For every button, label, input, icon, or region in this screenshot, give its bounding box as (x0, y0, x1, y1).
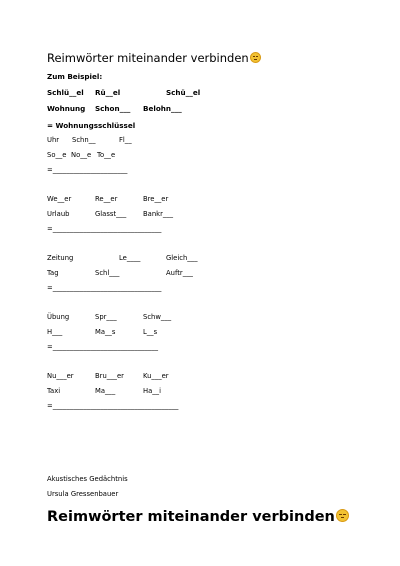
exercise-word: We__er (47, 195, 72, 203)
exercise-word: Ma___ (95, 387, 116, 395)
exercise-word: Glasst___ (95, 210, 127, 218)
example-word: Belohn___ (143, 104, 182, 113)
exercise-word: Taxi (47, 387, 61, 395)
example-word: Rü__el (95, 88, 121, 97)
exercise-word: Le____ (119, 254, 141, 262)
exercise-word: Ha__i (143, 387, 161, 395)
relieved-face-icon (336, 509, 349, 522)
exercise-word: Schn__ (72, 136, 96, 144)
exercise-word: Schl___ (95, 269, 120, 277)
exercise-word: Ma__s (95, 328, 116, 336)
example-word: Wohnung (47, 104, 86, 113)
exercise-word: Tag (47, 269, 59, 277)
exercise-word: Fl__ (119, 136, 132, 144)
exercise-word: Auftr___ (166, 269, 193, 277)
exercise-word: So__e (47, 151, 67, 159)
answer-line: =_______________________________ (47, 343, 159, 351)
page-title: Reimwörter miteinander verbinden (47, 52, 261, 65)
answer-line: =______________________ (47, 166, 128, 174)
exercise-word: Nu___er (47, 372, 74, 380)
footer-category: Akustisches Gedächtnis (47, 475, 128, 483)
exercise-word: Zeitung (47, 254, 74, 262)
exercise-word: L__s (143, 328, 158, 336)
relieved-face-icon (250, 52, 261, 63)
exercise-word: No__e (71, 151, 92, 159)
answer-line: =________________________________ (47, 284, 162, 292)
exercise-word: Re__er (95, 195, 118, 203)
exercise-word: Übung (47, 313, 70, 321)
exercise-word: Ku___er (143, 372, 169, 380)
example-answer: = Wohnungsschlüssel (47, 121, 136, 130)
exercise-word: Uhr (47, 136, 60, 144)
example-word: Schlü__el (47, 88, 84, 97)
footer-title: Reimwörter miteinander verbinden (47, 509, 349, 525)
footer-author: Ursula Gressenbauer (47, 490, 119, 498)
exercise-word: Schw___ (143, 313, 172, 321)
example-word: Schü__el (166, 88, 201, 97)
example-word: Schon___ (95, 104, 131, 113)
exercise-word: Gleich___ (166, 254, 198, 262)
exercise-word: Urlaub (47, 210, 70, 218)
answer-line: =________________________________ (47, 225, 162, 233)
exercise-word: Spr___ (95, 313, 117, 321)
exercise-word: To__e (97, 151, 116, 159)
example-heading: Zum Beispiel: (47, 72, 103, 81)
exercise-word: H___ (47, 328, 63, 336)
exercise-word: Bankr___ (143, 210, 174, 218)
answer-line: =_____________________________________ (47, 402, 179, 410)
exercise-word: Bre__er (143, 195, 169, 203)
exercise-word: Bru___er (95, 372, 124, 380)
